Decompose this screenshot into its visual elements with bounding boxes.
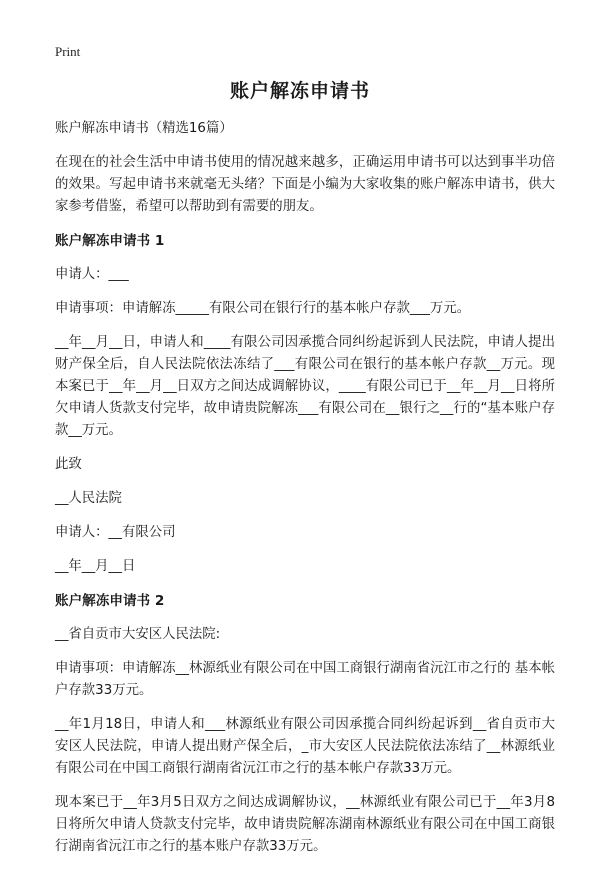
date-line: __年__月__日 (55, 559, 136, 574)
page-title: 账户解冻申请书 (229, 80, 370, 102)
section-heading: 账户解冻申请书 2 (55, 593, 165, 609)
salutation: 此致 (55, 457, 82, 472)
intro-paragraph: 在现在的社会生活中申请书使用的情况越来越多，正确运用申请书可以达到事半功倍的效果。写起申请书来就毫无头绪？下面是小编为大家收集的账户解冻申请书，供大家参考借鉴，希望可以帮助到有需要的朋友。 (55, 155, 555, 214)
request-item: 申请事项：申请解冻__林源纸业有限公司在中国工商银行湖南省沅江市之行的 基本帐户存款33万元。 (55, 661, 555, 698)
signature-line: 申请人：__有限公司 (55, 525, 176, 540)
document-body (55, 118, 555, 870)
print-link[interactable]: Print (55, 44, 81, 59)
section-heading: 账户解冻申请书 1 (55, 233, 165, 249)
body-paragraph: __年__月__日，申请人和____有限公司因承揽合同纠纷起诉到人民法院，申请人提出财产保全后，自人民法院依法冻结了___有限公司在银行的基本帐户存款__万元。现本案已于__年__月__日双方之间达成调解协议，____有限公司已于__年__月__日将所欠申请人货款支付完毕，故申请贵院解冻___有限公司在__银行之__行的“基本账户存款__万元。 (55, 335, 555, 438)
body-paragraph: __年1月18日，申请人和___林源纸业有限公司因承揽合同纠纷起诉到__省自贡市大安区人民法院，申请人提出财产保全后，_市大安区人民法院依法冻结了__林源纸业有限公司在中国工商银行湖南省沅江市之行的基本帐户存款33万元。 (55, 717, 555, 776)
body-paragraph: 现本案已于__年3月5日双方之间达成调解协议，__林源纸业有限公司已于__年3月8日将所欠申请人贷款支付完毕，故申请贵院解冻湖南林源纸业有限公司在中国工商银行湖南省沅江市之行的基本账户存款33万元。 (55, 795, 555, 854)
applicant-line: 申请人：___ (55, 267, 129, 282)
request-item: 申请事项：申请解冻_____有限公司在银行行的基本帐户存款___万元。 (55, 301, 471, 316)
addressee: __人民法院 (55, 491, 122, 506)
addressee: __省自贡市大安区人民法院: (55, 627, 221, 642)
document-subtitle: 账户解冻申请书（精选16篇） (55, 121, 233, 136)
